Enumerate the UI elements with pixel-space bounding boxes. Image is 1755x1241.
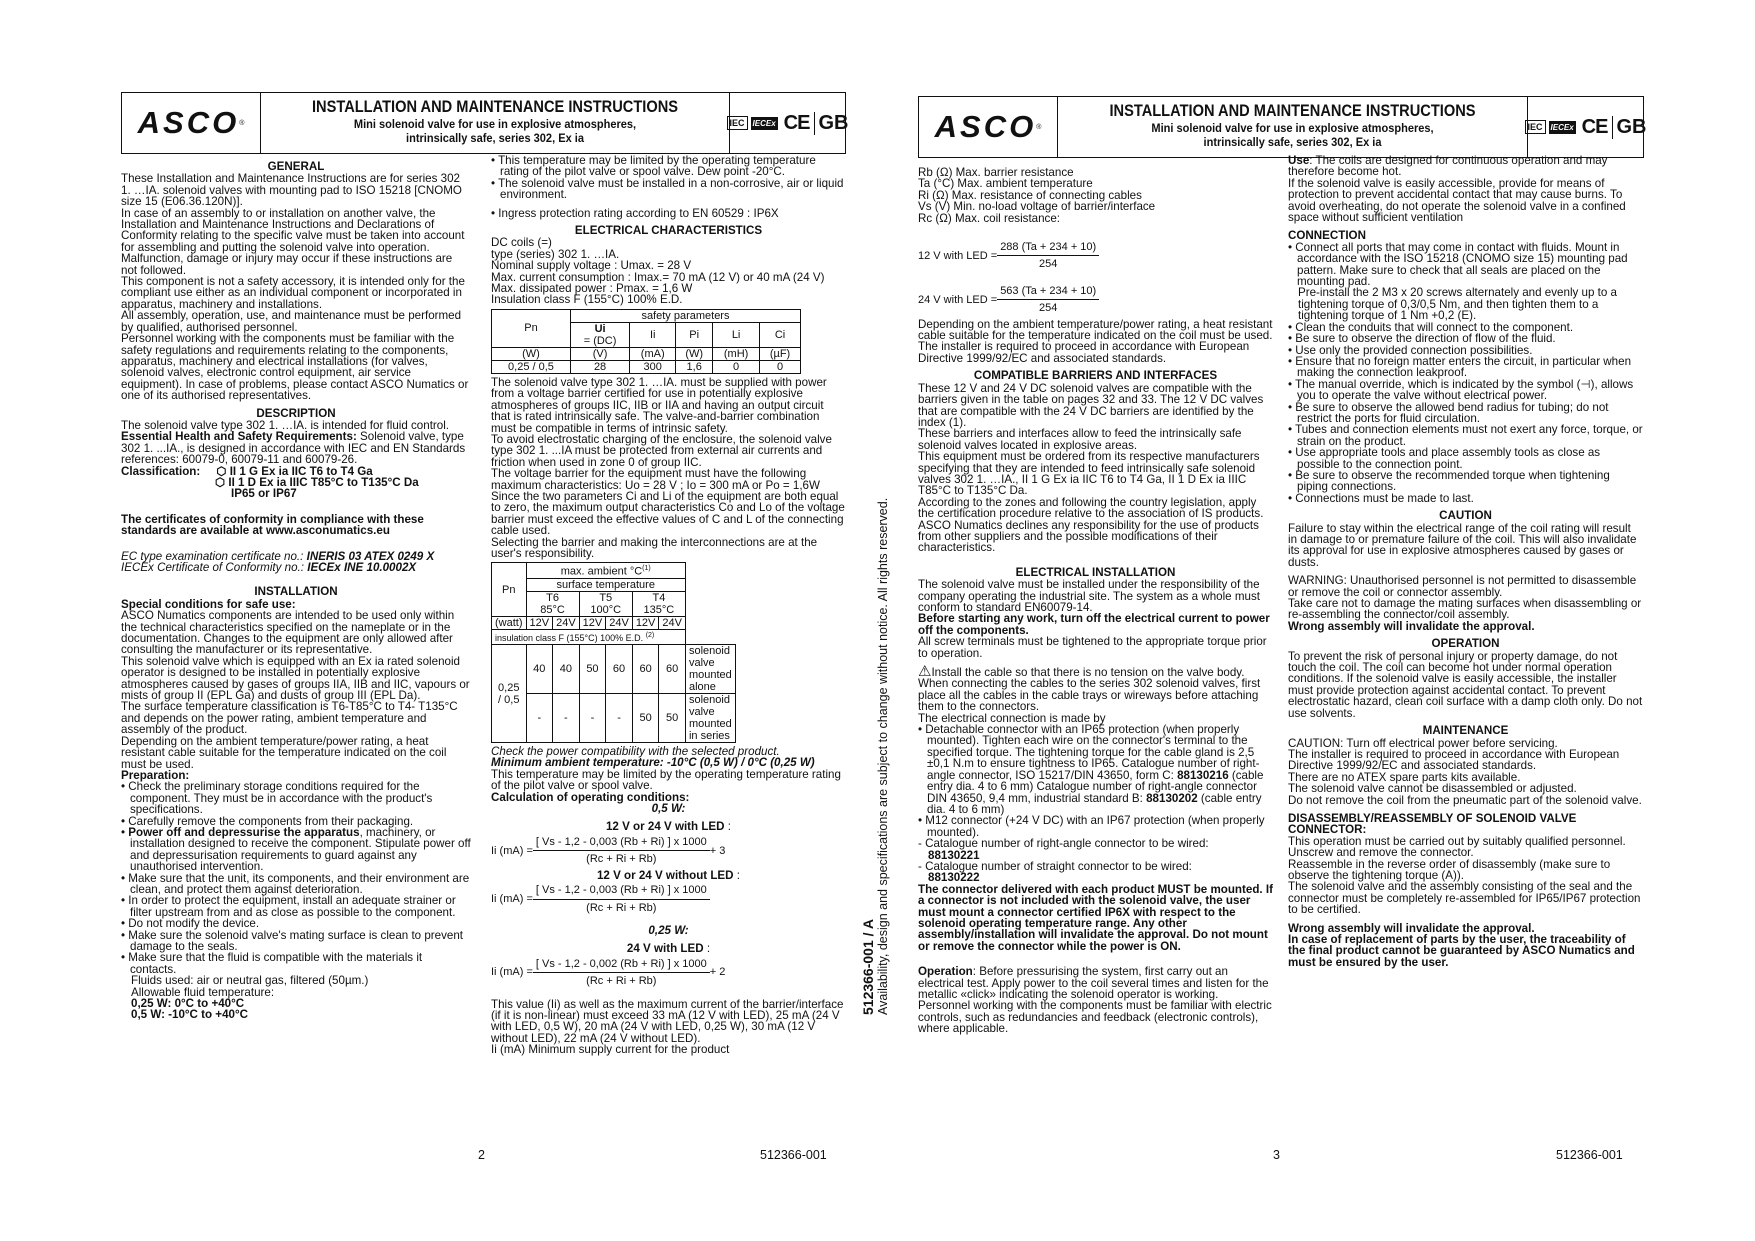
section-heading-maintenance: MAINTENANCE — [1422, 724, 1509, 738]
temperature-table: Pn max. ambient $^\circ C^{(1)}$ surface temperature T6 85°C T5 100°C T4 135°C (watt) 12V 24V 12V 24V 12V 24V insulation class F (155°C) 100% E.D. $^{(2)}$ 0,25 / 0,5 40 40 50 60 60 60 solenoid valve mounted alone - - - - 50 50 solenoid valve mounted in series — [491, 562, 736, 743]
min-ambient: Minimum ambient temperature: -10°C (0,5 W) / 0°C (0,25 W) — [491, 756, 815, 770]
side-notice: 512366-001 / A Availability, design and specifications are subject to change without notice. All rights reserved. — [860, 497, 890, 1015]
special-para: ASCO Numatics components are intended to be used only within the technical characteristics specified on the nameplate or in the documentation. Changes to the equipment are only allowed after consulting the manufacturer or its representative. — [121, 609, 455, 657]
list-item: • Ensure that no foreign matter enters the circuit, in particular when making the connection leakproof. — [1288, 356, 1643, 379]
general-para: These Installation and Maintenance Instructions are for series 302 1. …IA. solenoid valves with mounting pad to ISO 15218 [CNOMO size 15 (E06.36.120N)]. — [121, 172, 462, 209]
list-item: • Make sure that the unit, its components, and their environment are clean, and protect them against deterioration. — [121, 873, 471, 896]
operation-para: Personnel working with the components must be familiar with electric controls, such as redundancies and feedback (electronic controls), where applicable. — [918, 999, 1272, 1036]
list-item: • M12 connector (+24 V DC) with an IP67 protection (when properly mounted). — [918, 815, 1273, 838]
description-para: The solenoid valve type 302 1. …IA. is intended for fluid control. — [121, 418, 450, 432]
einst-para: The electrical connection is made by — [918, 711, 1106, 725]
einst-para: All screw terminals must be tightened to the appropriate torque prior to operation. — [918, 635, 1267, 660]
list-item: • Detachable connector with an IP65 protection (when properly mounted). Tighten each wire on the connector's terminal to the specified torque. The tightening torque for the cable gland is 2,5 ±0,1 N.m to ensure tightness to IP65. Catalogue number of right-angle connector, ISO 15217/DIN 43650, form C: 88130216 (cable entry dia. 4 to 6 mm) Catalogue number of right-angle connector DIN 43650, 9,4 mm, industrial standard B: 88130202 (cable entry dia. 4 to 6 mm) — [918, 724, 1273, 815]
header-box — [121, 92, 849, 154]
list-item: • Be sure to observe the recommended torque when tightening piping connections. — [1288, 470, 1643, 493]
param-line: Ri (Ω) Max. resistance of connecting cables — [918, 188, 1142, 202]
section-heading-compatible-barriers: COMPATIBLE BARRIERS AND INTERFACES — [973, 369, 1218, 383]
check-note: Check the power compatibility with the selected product. — [491, 745, 780, 759]
elec-para: The voltage barrier for the equipment must have the following maximum characteristics: Uo = 28 V ; Io = 300 mA or Po = 1,6W — [491, 467, 820, 492]
doc-number: 512366-001 — [760, 1148, 827, 1162]
general-para: This component is not a safety accessory, it is intended only for the compliant use either as an individual component or incorporated in apparatus, machinery and installations. — [121, 275, 465, 311]
list-item: • Clean the conduits that will connect to the component. — [1288, 322, 1643, 333]
list-item: • Power off and depressurise the apparatus, machinery, or installation designed to receive the component. Stipulate power off and depressurisation requirements to guard against any unauthorised intervention. — [121, 827, 471, 873]
list-item: • Make sure that the fluid is compatible with the materials it contacts. — [121, 952, 471, 975]
table-row: 0,25 / 0,5 28 300 1,6 0 0 — [492, 360, 801, 373]
page2-col1 — [121, 155, 471, 1021]
param-line: Rb (Ω) Max. barrier resistance — [918, 166, 1074, 179]
param-line: Ta (°C) Max. ambient temperature — [918, 177, 1093, 191]
use-para: If the solenoid valve is easily accessible, provide for means of protection to prevent accidental contact that may cause burns. To avoid overheating, do not operate the solenoid valve in a confined space without sufficient ventilation — [1288, 176, 1626, 225]
operation-text: To prevent the risk of personal injury or property damage, do not touch the coil. The coil can become hot under normal operation conditions. If the solenoid valve is easily accessible, the installer must provide protection against accidental contact. To prevent electrostatic hazard, clean coil surface with a damp cloth only. Do not use solvents. — [1288, 649, 1643, 720]
list-item: • Use appropriate tools and place assembly tools as close as possible to the connection point. — [1288, 447, 1643, 470]
warning-para: WARNING: Unauthorised personnel is not permitted to disassemble or remove the coil or connector assembly. — [1288, 574, 1637, 599]
section-heading-installation: INSTALLATION — [254, 585, 338, 599]
doc-subtitle-1: Mini solenoid valve for use in explosive atmospheres, — [353, 117, 637, 131]
iecex-certificate: IECEx Certificate of Conformity no.: IECEx INE 10.0002X — [121, 561, 417, 574]
elec-line: DC coils (=) — [491, 236, 552, 250]
table-row: 0,25 / 0,5 40 40 50 60 60 60 solenoid valve mounted alone — [492, 645, 736, 694]
certificates-note: The certificates of conformity in compliance with these standards are available at www.asconumatics.eu — [121, 512, 424, 538]
compat-para: These barriers and interfaces allow to feed the intrinsically safe solenoid valves located in explosive areas. — [918, 427, 1242, 452]
ce-mark-icon: CE — [1581, 115, 1608, 138]
list-item: • Be sure to observe the allowed bend radius for tubing; do not restrict the ports for fluid circulation. — [1288, 402, 1643, 425]
list-item: • Tubes and connection elements must not exert any force, torque, or strain on the product. — [1288, 424, 1643, 447]
general-para: In case of an assembly to or installation on another valve, the Installation and Maintenance Instructions and Declarations of Conformity relating to the specific valve must be taken into account for assembling and putting the solenoid valve into operation. — [121, 206, 465, 254]
fluid-temp-value: 0,25 W: 0°C to +40°C — [131, 997, 245, 1011]
classification-line: IP65 or IP67 — [231, 487, 297, 501]
maint-line: There are no ATEX spare parts kits available. — [1288, 770, 1521, 784]
dis-line: Unscrew and remove the connector. — [1288, 846, 1474, 860]
ce-mark-icon: CE — [783, 111, 810, 134]
current-note: This value (Ii) as well as the maximum current of the barrier/interface (if it is non-linear) must exceed 33 mA (12 V with LED), 25 mA (24 V with LED, 0,5 W), 20 mA (24 V with LED, 0,25 W), 30 mA (12 V without LED), 22 mA (24 V without LED). — [491, 997, 844, 1045]
formula-3: Ii (mA) = $\frac{[ Vs - 1,2 - 0,002 (Rb + Ri) ] x 1000}{(Rc + Ri + Rb)}$ + 2 — [491, 957, 726, 988]
fluids-used: Fluids used: air or neutral gas, filtered (50µm.) — [131, 974, 369, 988]
para: Depending on the ambient temperature/power rating, a heat resistant cable suitable for the temperature indicated on the coil must be used. — [918, 317, 1273, 343]
catalogue-number: 88130221 — [928, 848, 980, 862]
elec-para: To avoid electrostatic charging of the enclosure, the solenoid valve type 302 1. ...IA must be protected from external air currents and friction when used in zone 0 of group IIC. — [491, 432, 832, 469]
catalogue-number: 88130222 — [928, 871, 980, 885]
classification-line: ⬡ II 1 D Ex ia IIIC T85°C to T135°C Da — [215, 475, 419, 489]
list-item: • In order to protect the equipment, install an adequate strainer or filter upstream from and as close as possible to the component. — [121, 895, 471, 918]
final-warning: In case of replacement of parts by the user, the traceability of the final product cannot be guaranteed by ASCO Numatics and must be ensured by the user. — [1288, 933, 1635, 969]
param-line: Rc (Ω) Max. coil resistance: — [918, 211, 1061, 225]
power-label: 0,25 W: — [648, 923, 689, 937]
list-item: • This temperature may be limited by the operating temperature rating of the pilot valve or spool valve. Dew point -20°C. — [491, 155, 846, 178]
doc-subtitle-2: intrinsically safe, series 302, Ex ia — [406, 131, 584, 145]
asco-logo: ASCO ® — [919, 97, 1058, 157]
formula-label: 12 V or 24 V with LED : — [605, 820, 732, 834]
doc-number: 512366-001 — [1556, 1148, 1623, 1162]
doc-subtitle-1: Mini solenoid valve for use in explosive atmospheres, — [1151, 121, 1434, 135]
maint-line: CAUTION: Turn off electrical power before servicing. — [1288, 736, 1558, 750]
language-code: GB — [1612, 116, 1646, 139]
page3-col1 — [918, 167, 1273, 1035]
safety-parameters-table: Pn safety parameters Ui = (DC) Ii Pi Li Ci (W) (V) (mA) (W) (mH) (µF) 0,25 / 0,5 28 300 1,6 0 0 — [491, 309, 801, 374]
list-item-cont: Pre-install the 2 M3 x 20 screws alternately and evenly up to a tightening torque of 0,3/0,5 Nm, and then tighten them to a tightening torque of 1 Nm +0,2 (E). — [1298, 286, 1617, 323]
iecex-mark-icon: IECEx — [752, 118, 776, 128]
elec-para: The solenoid valve type 302 1. …IA. must be supplied with power from a voltage barrier certified for use in potentially explosive atmospheres of groups IIC, IIB or IIA and having an output circuit that is rated intrinsically safe. The valve-and-barrier combination must be compatible in terms of intrinsic safety. — [491, 375, 827, 435]
einst-para: ⚠Install the cable so that there is no tension on the valve body. When connecting the cables to the series 302 solenoid valves, first place all the cables in the cable trays or wireways before attaching them to the connectors. — [918, 663, 1261, 714]
connector-warning: The connector delivered with each product MUST be mounted. If a connector is not included with the solenoid valve, the user must mount a connector certified IP6X with respect to the solenoid operating temperature range. Any other assembly/installation will invalidate the approval. Do not mount or remove the connector while the power is ON. — [918, 882, 1273, 953]
language-code: GB — [814, 112, 848, 135]
wrong-assembly: Wrong assembly will invalidate the approval. — [1288, 619, 1535, 633]
warning-para: Take care not to damage the mating surfaces when disassembling or re-assembling the connector/coil assembly. — [1288, 597, 1642, 622]
page-3 — [878, 0, 1755, 1241]
list-item: • Connections must be made to last. — [1288, 493, 1643, 504]
section-heading-electrical-characteristics: ELECTRICAL CHARACTERISTICS — [574, 224, 763, 238]
list-item: • The solenoid valve must be installed in a non-corrosive, air or liquid environment. — [491, 178, 846, 201]
section-heading-operation: OPERATION — [1431, 637, 1500, 651]
formula-24v: 24 V with LED = $\frac{563 (Ta + 234 + 10)}{254}$ — [918, 286, 1273, 315]
elec-line: Insulation class F (155°C) 100% E.D. — [491, 293, 683, 307]
doc-title-block — [1058, 97, 1528, 157]
list-item: • Make sure the solenoid valve's mating surface is clean to prevent damage to the seals. — [121, 930, 471, 953]
catalogue-line: - Catalogue number of right-angle connector to be wired: — [918, 837, 1209, 851]
list-item: • The manual override, which is indicated by the symbol (⊣), allows you to operate the valve without electrical power. — [1288, 379, 1643, 402]
general-para: Personnel working with the components must be familiar with the safety regulations and requirements relating to the components, apparatus, machinery and electrical installations (for valves, solenoid valves, electronic control equipment, air service equipment). In case of problems, please contact ASCO Numatics or one of its authorised representatives. — [121, 332, 469, 403]
description-para: Essential Health and Safety Requirements: Solenoid valve, type 302 1. ...IA., is designed in accordance with IEC and EN Standards references: 60079-0, 60079-11 and 60079-26. — [121, 430, 466, 467]
calc-heading: Calculation of operating conditions: — [491, 790, 690, 804]
operation-para: Operation: Before pressurising the system, first carry out an electrical test. Apply power to the coil several times and listen for the metallic «click» indicating the solenoid operator is working. — [918, 965, 1269, 1001]
warning-triangle-icon: ⚠ — [918, 663, 932, 681]
header-box — [918, 96, 1647, 158]
iec-mark-icon: IEC — [727, 116, 748, 130]
doc-title-block — [261, 93, 730, 153]
section-heading-electrical-installation: ELECTRICAL INSTALLATION — [1015, 565, 1176, 579]
elec-line: Max. current consumption : Imax.= 70 mA (12 V) or 40 mA (24 V) — [491, 270, 825, 284]
formula-2: Ii (mA) = $\frac{[ Vs - 1,2 - 0,003 (Rb + Ri) ] x 1000}{(Rc + Ri + Rb)}$ — [491, 885, 846, 914]
maint-line: The installer is required to proceed in accordance with European Directive 1999/92/EC and associated standards. — [1288, 747, 1620, 773]
formula-12v: 12 V with LED = $\frac{288 (Ta + 234 + 10)}{254}$ — [918, 242, 1273, 271]
formula-label: 12 V or 24 V without LED : — [596, 868, 741, 882]
dis-line: This operation must be carried out by suitably qualified personnel. — [1288, 834, 1626, 848]
list-item: • Ingress protection rating according to EN 60529 : IP6X — [491, 208, 846, 219]
elec-line: type (series) 302 1. …IA. — [491, 247, 620, 261]
compat-para: These 12 V and 24 V DC solenoid valves are compatible with the barriers given in the table on pages 32 and 33. The 12 V DC valves that are compatible with the 24 V DC barriers are identified by the index (1). — [918, 381, 1264, 429]
doc-title: INSTALLATION AND MAINTENANCE INSTRUCTIONS — [1109, 101, 1476, 120]
elec-para: Selecting the barrier and making the interconnections are at the user's responsibility. — [491, 535, 818, 560]
einst-para: The solenoid valve must be installed under the responsibility of the company operating the industrial site. The system as a whole must conform to standard EN60079-14. — [918, 578, 1260, 614]
table-row: - - - - 50 50 solenoid valve mounted in series — [492, 694, 736, 743]
certification-marks — [729, 93, 849, 153]
compat-para: ASCO Numatics declines any responsibility for the use of products from other suppliers and the possible modifications of their characteristics. — [918, 518, 1259, 555]
subheading-special-conditions: Special conditions for safe use: — [121, 597, 296, 611]
param-line: Vs (V) Min. no-load voltage of barrier/interface — [918, 200, 1156, 214]
dis-line: Reassemble in the reverse order of disassembly (make sure to observe the tightening torque (A)). — [1288, 857, 1611, 882]
page-number: 2 — [478, 1148, 485, 1162]
list-item: • Connect all ports that may come in contact with fluids. Mount in accordance with the ISO 15218 (CNOMO size 15) mounting pad pattern. Make sure to check that all seals are placed on the mounting pad. — [1288, 242, 1643, 288]
limit-note: This temperature may be limited by the operating temperature rating of the pilot valve or spool valve. — [491, 767, 841, 793]
page3-col2 — [1288, 155, 1643, 968]
current-def: Ii (mA) Minimum supply current for the product — [491, 1043, 730, 1057]
final-warning: Wrong assembly will invalidate the approval. — [1288, 921, 1535, 935]
list-item: • Do not modify the device. — [121, 918, 471, 929]
list-item: • Use only the provided connection possibilities. — [1288, 345, 1643, 356]
subheading-preparation: Preparation: — [121, 768, 190, 782]
iecex-mark-icon: IECEx — [1550, 122, 1574, 132]
classification: Classification: ⬡ II 1 G Ex ia IIC T6 to T4 Ga — [121, 464, 373, 478]
general-para: Malfunction, damage or injury may occur if these instructions are not followed. — [121, 252, 453, 277]
catalogue-line: - Catalogue number of straight connector to be wired: — [918, 859, 1192, 873]
special-para: This solenoid valve which is equipped with an Ex ia rated solenoid operator is designed to be installed in potentially explosive atmospheres caused by gases of groups IIA, IIB and IIC, vapours or mists of group II (EPL Ga) and dusts of group III (EPL Da). — [121, 654, 470, 703]
general-para: All assembly, operation, use, and maintenance must be performed by qualified, authorised personnel. — [121, 309, 462, 334]
page2-col2 — [491, 155, 846, 1056]
section-heading-caution: CAUTION — [1439, 509, 1492, 523]
elec-line: Nominal supply voltage : Umax. = 28 V — [491, 259, 692, 273]
asco-logo: ASCO ® — [122, 93, 261, 153]
special-para: Depending on the ambient temperature/power rating, a heat resistant cable suitable for the temperature indicated on the coil must be used. — [121, 734, 447, 771]
maint-line: The solenoid valve cannot be disassembled or adjusted. — [1288, 782, 1577, 796]
einst-warning: Before starting any work, turn off the electrical current to power off the components. — [918, 612, 1270, 637]
special-para: The surface temperature classification is T6-T85°C to T4- T135°C and depends on the power rating, ambient temperature and assembly of the product. — [121, 700, 458, 737]
section-heading-description: DESCRIPTION — [256, 406, 336, 420]
page-number: 3 — [1273, 1148, 1280, 1162]
list-item: • Be sure to observe the direction of flow of the fluid. — [1288, 333, 1643, 344]
use-para: Use: The coils are designed for continuous operation and may therefore become hot. — [1288, 154, 1608, 179]
elec-line: Max. dissipated power : Pmax. = 1,6 W — [491, 282, 693, 296]
para: The installer is required to proceed in accordance with European Directive 1999/92/EC and associated standards. — [918, 340, 1250, 365]
formula-1: Ii (mA) = $\frac{[ Vs - 1,2 - 0,003 (Rb + Ri) ] x 1000}{(Rc + Ri + Rb)}$ + 3 — [491, 835, 726, 866]
maint-line: Do not remove the coil from the pneumatic part of the solenoid valve. — [1288, 793, 1642, 807]
ec-certificate: EC type examination certificate no.: INERIS 03 ATEX 0249 X — [121, 549, 435, 563]
certification-marks — [1527, 97, 1647, 157]
compat-para: This equipment must be ordered from its respective manufacturers specifying that they are intended to feed intrinsically safe solenoid valves 302 1. …IA., II 1 G Ex ia IIC T6 to T4 Ga, II 1 D Ex ia IIIC T85°C to T135°C Da. — [918, 450, 1260, 498]
section-heading-general: GENERAL — [267, 160, 325, 173]
doc-subtitle-2: intrinsically safe, series 302, Ex ia — [1203, 135, 1382, 149]
doc-title: INSTALLATION AND MAINTENANCE INSTRUCTIONS — [311, 97, 679, 116]
fluid-temp-label: Allowable fluid temperature: — [131, 985, 275, 999]
list-item: • Carefully remove the components from their packaging. — [121, 816, 471, 827]
caution-para: Failure to stay within the electrical range of the coil rating will result in damage to or premature failure of the coil. This will also invalidate its approval for use in explosive atmospheres caused by gases or dusts. — [1288, 521, 1637, 569]
power-label: 0,5 W: — [651, 802, 686, 816]
dis-line: The solenoid valve and the assembly consisting of the seal and the connector must be completely re-assembled for IP65/IP67 protection to be certified. — [1288, 880, 1641, 917]
formula-label: 24 V with LED : — [626, 942, 711, 956]
list-item: • Check the preliminary storage conditions required for the component. They must be in accordance with the product's specifications. — [121, 781, 471, 815]
fluid-temp-value: 0,5 W: -10°C to +40°C — [131, 1008, 248, 1022]
subheading-connection: CONNECTION — [1288, 229, 1366, 243]
elec-para: Since the two parameters Ci and Li of the equipment are both equal to zero, the maximum output characteristics Co and Lo of the voltage barrier must exceed the effective values of C and L of the connecting cable used. — [491, 489, 845, 538]
compat-para: According to the zones and following the country legislation, apply the certification procedure relative to the association of IS products. — [918, 495, 1264, 521]
subheading-disassembly: DISASSEMBLY/REASSEMBLY OF SOLENOID VALVE CONNECTOR: — [1288, 811, 1577, 837]
iec-mark-icon: IEC — [1525, 120, 1546, 134]
